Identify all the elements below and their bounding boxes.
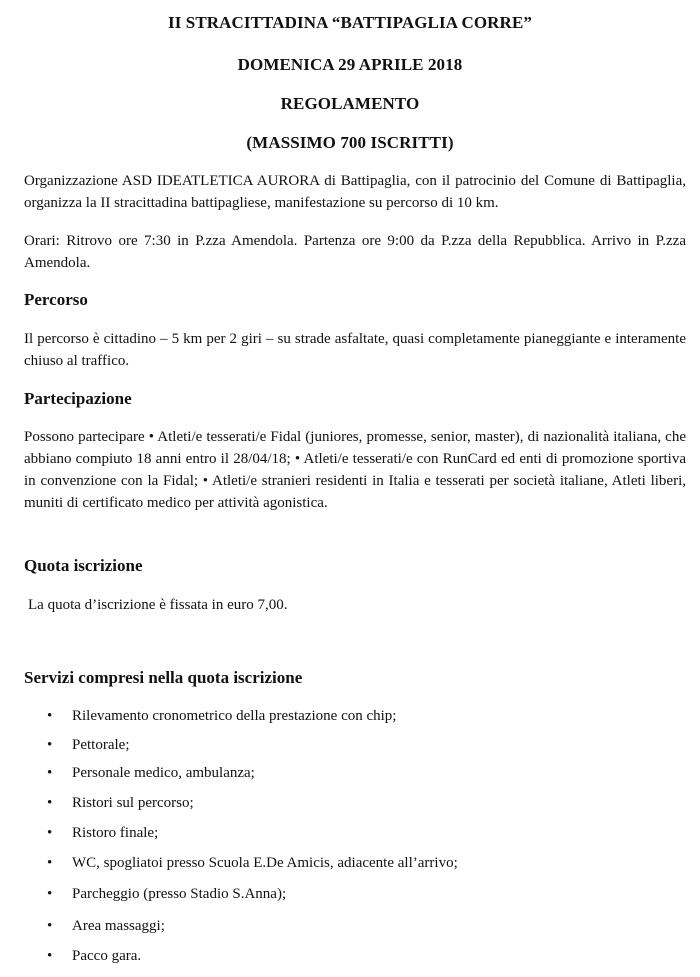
event-title: II STRACITTADINA “BATTIPAGLIA CORRE” <box>168 13 532 32</box>
servizi-heading: Servizi compresi nella quota iscrizione <box>24 668 303 687</box>
bullet-marker: • <box>47 737 53 753</box>
bullet-marker: • <box>47 708 53 724</box>
service-item: Ristori sul percorso; <box>72 795 194 811</box>
event-date: DOMENICA 29 APRILE 2018 <box>237 55 463 74</box>
percorso-paragraph: Il percorso è cittadino – 5 km per 2 giri – su strade asfaltate, quasi completamente pianeggiante e interamente chiuso al traffico. <box>24 331 686 369</box>
service-item: Ristoro finale; <box>72 825 159 841</box>
bullet-marker: • <box>47 825 53 841</box>
organization-paragraph: Organizzazione ASD IDEATLETICA AURORA di Battipaglia, con il patrocinio del Comune di Battipaglia, organizza la II stracittadina battipagliese, manifestazione su percorso di 10 km. <box>24 173 686 211</box>
document-type-title: REGOLAMENTO <box>280 94 420 113</box>
service-item: Pettorale; <box>72 737 130 753</box>
partecipazione-heading: Partecipazione <box>24 389 132 408</box>
quota-heading: Quota iscrizione <box>24 556 143 575</box>
bullet-marker: • <box>47 855 53 871</box>
service-item: Area massaggi; <box>72 918 165 934</box>
service-item: WC, spogliatoi presso Scuola E.De Amicis, adiacente all’arrivo; <box>72 855 458 871</box>
quota-paragraph: La quota d’iscrizione è fissata in euro 7,00. <box>28 597 288 613</box>
bullet-marker: • <box>47 795 53 811</box>
bullet-marker: • <box>47 918 53 934</box>
service-item: Rilevamento cronometrico della prestazione con chip; <box>72 708 397 724</box>
service-item: Pacco gara. <box>72 948 142 964</box>
bullet-marker: • <box>47 886 53 902</box>
bullet-marker: • <box>47 948 53 964</box>
schedule-paragraph: Orari: Ritrovo ore 7:30 in P.zza Amendola. Partenza ore 9:00 da P.zza della Repubblica. Arrivo in P.zza Amendola. <box>24 233 686 271</box>
capacity-note: (MASSIMO 700 ISCRITTI) <box>246 133 454 152</box>
percorso-heading: Percorso <box>24 290 88 309</box>
service-item: Personale medico, ambulanza; <box>72 765 255 781</box>
service-item: Parcheggio (presso Stadio S.Anna); <box>72 886 287 902</box>
partecipazione-paragraph: Possono partecipare • Atleti/e tesserati/e Fidal (juniores, promesse, senior, master), di nazionalità italiana, che abbiano compiuto 18 anni entro il 28/04/18; • Atleti/e tesserati/e con RunCard ed enti di promozione sportiva in convenzione con la Fidal; • Atleti/e stranieri residenti in Italia e tesserati per società italiane, Atleti liberi, muniti di certificato medico per attività agonistica. <box>24 429 686 511</box>
bullet-marker: • <box>47 765 53 781</box>
